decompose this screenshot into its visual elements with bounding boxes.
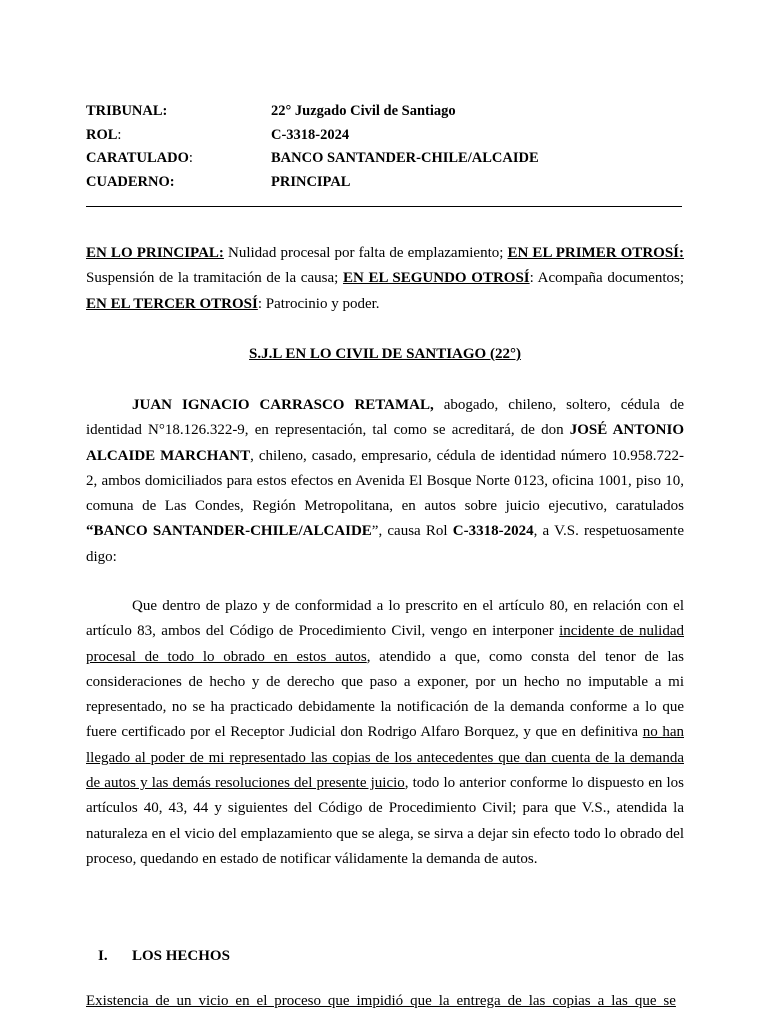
summary-paragraph: [86, 241, 684, 317]
header-value: BANCO SANTANDER-CHILE/ALCAIDE: [271, 150, 539, 166]
subheading-text: Existencia de un vicio en el proceso que impidió que la entrega de las copias a las que se: [86, 993, 676, 1009]
case-header: [86, 101, 686, 195]
header-row-tribunal: [86, 101, 686, 125]
header-divider: [86, 206, 682, 207]
case-caption: “BANCO SANTANDER-CHILE/ALCAIDE: [86, 523, 372, 540]
intro-text-2: , chileno, casado, empresario, cédula de identidad número 10.958.722-2, ambos domiciliados para estos efectos en Avenida El Bosque Norte 0123, oficina 1001, piso 10, comuna de Las Condes, Región Metropolitana, en autos sobre juicio ejecutivo, caratulados: [86, 447, 685, 515]
case-rol: C-3318-2024: [452, 523, 534, 540]
addressee-text: S.J.L EN LO CIVIL DE SANTIAGO (22°): [249, 346, 521, 362]
section-title-text: LOS HECHOS: [132, 948, 230, 964]
summary-principal-text: Nulidad procesal por falta de emplazamiento;: [223, 245, 508, 261]
attorney-name: JUAN IGNACIO CARRASCO RETAMAL,: [132, 397, 434, 413]
section-heading: [98, 948, 230, 965]
summary-first-otrosi-label: EN EL PRIMER OTROSÍ:: [507, 245, 684, 261]
header-colon: :: [188, 150, 193, 166]
body-underline-2: no han llegado al poder de mi representado las copias de los antecedentes que dan cuenta de la demanda de autos y las demás resoluciones del presente juicio: [86, 724, 684, 792]
header-value: C-3318-2024: [271, 126, 350, 143]
header-row-cuaderno: [86, 172, 686, 196]
header-label-text: CARATULADO: [86, 150, 189, 166]
summary-third-otrosi-label: EN EL TERCER OTROSÍ: [86, 295, 258, 312]
summary-second-otrosi-label: EN EL SEGUNDO OTROSÍ: [342, 270, 530, 287]
intro-text-4: , a V.S. respetuosamente digo:: [86, 523, 685, 565]
header-value: PRINCIPAL: [271, 173, 351, 190]
header-row-rol: [86, 125, 686, 149]
intro-text-3: ”, causa Rol: [371, 523, 453, 540]
body-text-3: , todo lo anterior conforme lo dispuesto en los artículos 40, 43, 44 y siguientes del Código de Procedimiento Civil; para que V.S., atendida la naturaleza en el vicio del emplazamiento que se alega, se sirva a dejar sin efecto todo lo obrado del proceso, quedando en estado de notificar válidamente la demanda de autos.: [86, 775, 684, 867]
summary-second-otrosi-text: : Acompaña documentos;: [529, 270, 685, 287]
section-number: I.: [98, 948, 108, 964]
header-label: [86, 148, 271, 172]
subheading-line: [86, 989, 684, 1014]
header-label-text: ROL: [86, 126, 118, 143]
summary-third-otrosi-text: : Patrocinio y poder.: [257, 295, 380, 312]
header-colon: :: [117, 126, 122, 143]
summary-principal-label: EN LO PRINCIPAL:: [86, 245, 224, 261]
header-value: 22° Juzgado Civil de Santiago: [271, 103, 456, 119]
header-row-caratulado: [86, 148, 686, 172]
header-label: CUADERNO:: [86, 173, 175, 190]
body-text-2: , atendido a que, como consta del tenor de las consideraciones de hecho y de derecho que paso a exponer, por un hecho no imputable a mi representado, no se ha practicado debidamente la notificación de la demanda conforme a lo que fuere certificado por el Receptor Judicial don Rodrigo Alfaro Borquez, y que en definitiva: [86, 648, 684, 741]
intro-paragraph: [86, 393, 684, 570]
header-label: TRIBUNAL:: [86, 103, 168, 119]
addressee-line: [86, 342, 684, 367]
header-label: [86, 125, 271, 149]
summary-first-otrosi-text: Suspensión de la tramitación de la causa;: [86, 270, 343, 287]
body-text-1: Que dentro de plazo y de conformidad a lo prescrito en el artículo 80, en relación con el artículo 83, ambos del Código de Procedimiento Civil, vengo en interponer: [86, 598, 684, 640]
intro-text-1: abogado, chileno, soltero, cédula de identidad N°18.126.322-9, en representación, tal como se acreditará, de don: [86, 397, 684, 439]
client-name: JOSÉ ANTONIO ALCAIDE MARCHANT: [86, 422, 685, 464]
body-underline-1: incidente de nulidad procesal de todo lo obrado en estos autos: [86, 623, 684, 665]
body-paragraph: [86, 594, 684, 872]
